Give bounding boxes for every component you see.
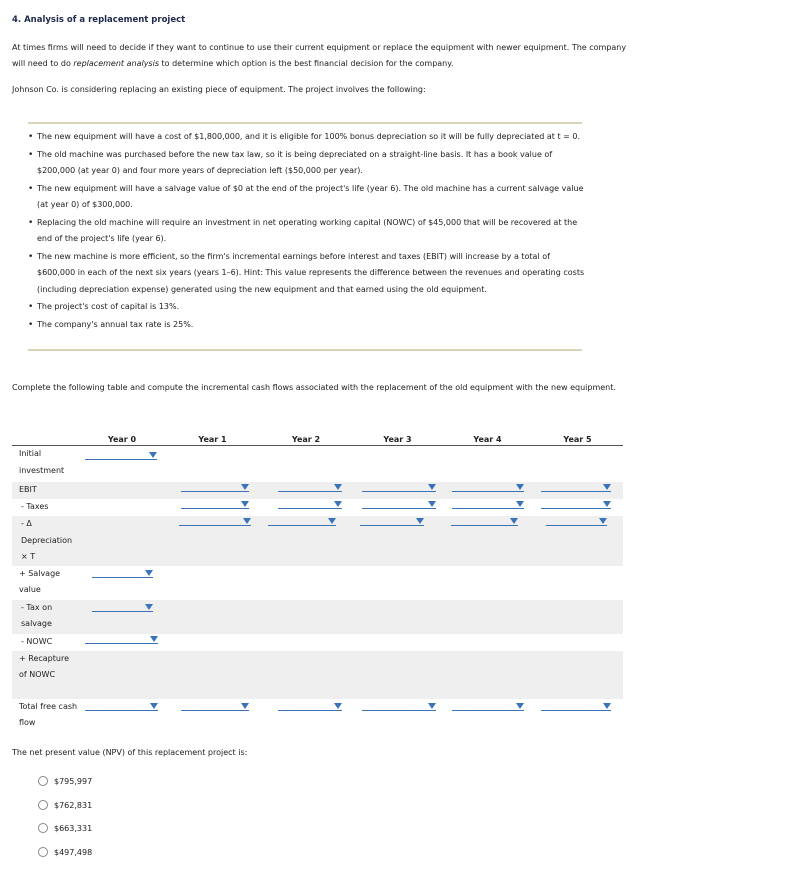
row-label-initial-investment: Initial investment (19, 449, 65, 475)
dropdown-taxes-y3[interactable] (362, 499, 436, 509)
table-row (12, 600, 623, 634)
header-blank (12, 430, 79, 446)
intro-paragraph: At times firms will need to decide if they want to continue to use their current equipment or replace the equipment with newer equipment. The company will need to do replacement analysis to determine which option is the best financial decision for the company. (12, 43, 627, 68)
dropdown-arrow-icon (428, 501, 436, 507)
dropdown-total-y4[interactable] (452, 701, 524, 711)
dropdown-ebit-y4[interactable] (452, 482, 524, 492)
dropdown-arrow-icon (150, 636, 158, 642)
dropdown-arrow-icon (603, 484, 611, 490)
dropdown-total-y3[interactable] (362, 701, 436, 711)
table-row (12, 482, 623, 499)
dropdown-dep-y3[interactable] (360, 516, 424, 526)
header-year-1: Year 1 (165, 430, 260, 446)
radio-button-icon[interactable] (38, 800, 48, 810)
dropdown-total-y2[interactable] (278, 701, 342, 711)
radio-button-icon[interactable] (38, 823, 48, 833)
scenario-text: Johnson Co. is considering replacing an existing piece of equipment. The project involves the following: (12, 85, 426, 94)
page-title: 4. Analysis of a replacement project (12, 15, 186, 25)
dropdown-tax-salvage-y0[interactable] (92, 602, 153, 612)
list-item: • The company's annual tax rate is 25%. (28, 317, 588, 334)
dropdown-total-y5[interactable] (541, 701, 611, 711)
table-row (12, 499, 623, 516)
dropdown-taxes-y2[interactable] (278, 499, 342, 509)
row-label-nowc: - NOWC (21, 636, 53, 646)
dropdown-arrow-icon (149, 452, 157, 458)
dropdown-ebit-y3[interactable] (362, 482, 436, 492)
header-year-2: Year 2 (260, 430, 352, 446)
dropdown-arrow-icon (241, 484, 249, 490)
dropdown-dep-y2[interactable] (268, 516, 336, 526)
table-row (12, 651, 623, 699)
row-label-ebit: EBIT (12, 482, 79, 499)
dropdown-arrow-icon (241, 501, 249, 507)
dropdown-arrow-icon (603, 501, 611, 507)
dropdown-ebit-y5[interactable] (541, 482, 611, 492)
cash-flow-table (12, 430, 623, 733)
dropdown-arrow-icon (145, 604, 153, 610)
npv-option-2[interactable]: $762,831 (38, 799, 92, 811)
dropdown-arrow-icon (334, 484, 342, 490)
dropdown-initial-y0[interactable] (85, 450, 157, 460)
dropdown-nowc-y0[interactable] (85, 634, 158, 644)
dropdown-arrow-icon (603, 703, 611, 709)
dropdown-arrow-icon (428, 484, 436, 490)
dropdown-arrow-icon (599, 518, 607, 524)
dropdown-arrow-icon (516, 703, 524, 709)
list-item: • The old machine was purchased before the new tax law, so it is being depreciated on a straight-line basis. It has a book value of $200,000 (at year 0) and four more years of depreciation left ($50,000 per year). (28, 147, 588, 180)
row-label-recapture-nowc: + Recapture of NOWC (12, 651, 79, 699)
header-year-3: Year 3 (352, 430, 443, 446)
assumptions-list (28, 129, 588, 334)
dropdown-arrow-icon (145, 570, 153, 576)
dropdown-salvage-y0[interactable] (92, 568, 153, 578)
header-year-0: Year 0 (79, 430, 165, 446)
table-instruction: Complete the following table and compute the incremental cash flows associated with the replacement of the old equipment with the new equipment. (12, 383, 616, 392)
divider-top (28, 122, 582, 124)
row-label-taxes: - Taxes (21, 502, 49, 511)
list-item: • The project's cost of capital is 13%. (28, 299, 588, 316)
dropdown-total-y0[interactable] (85, 701, 158, 711)
table-row (12, 566, 623, 600)
dropdown-taxes-y4[interactable] (452, 499, 524, 509)
dropdown-arrow-icon (516, 484, 524, 490)
dropdown-arrow-icon (516, 501, 524, 507)
npv-option-3[interactable]: $663,331 (38, 822, 92, 834)
dropdown-arrow-icon (428, 703, 436, 709)
dropdown-dep-y4[interactable] (451, 516, 518, 526)
npv-option-4[interactable]: $497,498 (38, 846, 92, 858)
table-row (12, 699, 623, 733)
dropdown-ebit-y2[interactable] (278, 482, 342, 492)
header-year-4: Year 4 (443, 430, 532, 446)
header-year-5: Year 5 (532, 430, 623, 446)
dropdown-arrow-icon (243, 518, 251, 524)
row-label-total-fcf: Total free cash flow (19, 701, 78, 727)
row-label-tax-on-salvage: - Tax on salvage (12, 600, 79, 634)
row-label-salvage-value: + Salvage value (19, 568, 61, 594)
dropdown-taxes-y5[interactable] (541, 499, 611, 509)
dropdown-dep-y1[interactable] (179, 516, 251, 526)
dropdown-arrow-icon (334, 501, 342, 507)
divider-bottom (28, 349, 582, 351)
radio-button-icon[interactable] (38, 776, 48, 786)
list-item: • The new machine is more efficient, so the firm's incremental earnings before interest and taxes (EBIT) will increase by a total of $600,000 in each of the next six years (years 1–6). Hint: This value represents the difference between the revenues and operating costs (including depreciation expense) generated using the new equipment and that earned using the old equipment. (28, 249, 588, 299)
table-row (12, 446, 623, 483)
list-item: • Replacing the old machine will require an investment in net operating working capital (NOWC) of $45,000 that will be recovered at the end of the project's life (year 6). (28, 215, 588, 248)
dropdown-arrow-icon (241, 703, 249, 709)
table-row (12, 516, 623, 566)
list-item: • The new equipment will have a salvage value of $0 at the end of the project's life (year 6). The old machine has a current salvage value (at year 0) of $300,000. (28, 181, 588, 214)
npv-question: The net present value (NPV) of this replacement project is: (12, 748, 248, 757)
dropdown-dep-y5[interactable] (546, 516, 607, 526)
dropdown-taxes-y1[interactable] (181, 499, 249, 509)
dropdown-arrow-icon (510, 518, 518, 524)
dropdown-arrow-icon (416, 518, 424, 524)
table-row (12, 634, 623, 651)
row-label-delta-depreciation: - Δ Depreciation × T (12, 516, 79, 566)
dropdown-arrow-icon (150, 703, 158, 709)
dropdown-ebit-y1[interactable] (181, 482, 249, 492)
radio-button-icon[interactable] (38, 847, 48, 857)
dropdown-total-y1[interactable] (181, 701, 249, 711)
dropdown-arrow-icon (328, 518, 336, 524)
list-item: • The new equipment will have a cost of $1,800,000, and it is eligible for 100% bonus depreciation so it will be fully depreciated at t = 0. (28, 129, 588, 146)
dropdown-arrow-icon (334, 703, 342, 709)
npv-option-1[interactable]: $795,997 (38, 775, 92, 787)
